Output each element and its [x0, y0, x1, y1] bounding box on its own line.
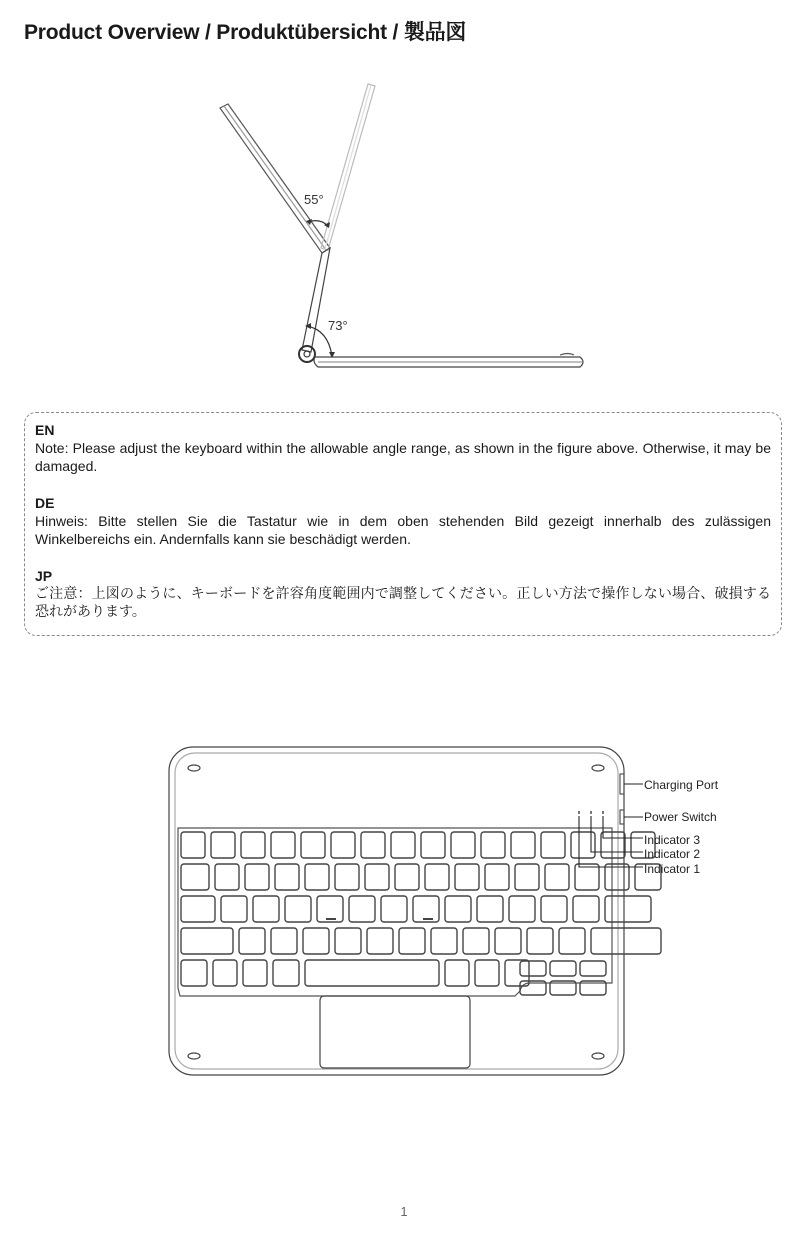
page-title: Product Overview / Produktübersicht / 製品図: [24, 21, 467, 44]
notes-box: [24, 412, 782, 636]
key: [273, 960, 299, 986]
key: [335, 864, 359, 890]
key: [215, 864, 239, 890]
angle-73-label: 73°: [328, 318, 348, 333]
key: [395, 864, 419, 890]
key: [451, 832, 475, 858]
key: [463, 928, 489, 954]
angle-55-label: 55°: [304, 192, 324, 207]
key: [239, 928, 265, 954]
key: [271, 832, 295, 858]
touchpad: [320, 996, 470, 1068]
key: [303, 928, 329, 954]
key: [511, 832, 535, 858]
key: [391, 832, 415, 858]
key: [573, 896, 599, 922]
key: [285, 896, 311, 922]
note-jp-text: ご注意：上図のように、キーボードを許容角度範囲内で調整してください。正しい方法で操作しない場合、破損する恐れがあります。: [35, 586, 771, 620]
key: [253, 896, 279, 922]
key: [541, 896, 567, 922]
key: [605, 864, 629, 890]
key: [365, 864, 389, 890]
key: [221, 896, 247, 922]
key: [431, 928, 457, 954]
key: [305, 960, 439, 986]
arrow-key: [520, 961, 546, 976]
key: [601, 832, 625, 858]
key: [515, 864, 539, 890]
note-jp-label: JP: [35, 568, 53, 584]
arrow-key: [550, 961, 576, 976]
keyboard-diagram: [160, 738, 740, 1088]
key: [455, 864, 479, 890]
key: [527, 928, 553, 954]
key: [181, 864, 209, 890]
key: [425, 864, 449, 890]
key: [481, 832, 505, 858]
key: [271, 928, 297, 954]
page-number: 1: [400, 1204, 408, 1219]
charging-port-label: Charging Port: [644, 778, 719, 792]
indicator-3-label: Indicator 3: [644, 833, 701, 847]
note-en-label: EN: [35, 422, 55, 438]
key: [381, 896, 407, 922]
note-jp: [35, 567, 771, 621]
key: [505, 960, 529, 986]
key: [559, 928, 585, 954]
note-de: [35, 494, 771, 548]
key: [213, 960, 237, 986]
key: [421, 832, 445, 858]
key: [331, 832, 355, 858]
key: [545, 864, 569, 890]
key: [305, 864, 329, 890]
key: [275, 864, 299, 890]
key: [181, 832, 205, 858]
key: [243, 960, 267, 986]
key: [495, 928, 521, 954]
key: [241, 832, 265, 858]
angle-diagram: [200, 70, 620, 380]
key: [301, 832, 325, 858]
key: [245, 864, 269, 890]
keyboard-body: [169, 747, 624, 1075]
key: [445, 960, 469, 986]
key: [211, 832, 235, 858]
key: [475, 960, 499, 986]
indicator-1-label: Indicator 1: [644, 862, 701, 876]
key: [485, 864, 509, 890]
key: [367, 928, 393, 954]
key: [361, 832, 385, 858]
note-de-text: Hinweis: Bitte stellen Sie die Tastatur wie in dem oben stehenden Bild gezeigt innerhalb des zulässigen Winkelbereichs ein. Andernfalls kann sie beschädigt werden.: [35, 513, 771, 547]
key: [477, 896, 503, 922]
note-en: [35, 421, 771, 475]
note-en-text: Note: Please adjust the keyboard within the allowable angle range, as shown in the figure above. Otherwise, it may be damaged.: [35, 440, 771, 474]
key: [181, 960, 207, 986]
indicator-2-label: Indicator 2: [644, 847, 701, 861]
note-de-label: DE: [35, 495, 55, 511]
key: [541, 832, 565, 858]
key: [399, 928, 425, 954]
key: [575, 864, 599, 890]
power-switch-label: Power Switch: [644, 810, 717, 824]
key: [181, 928, 233, 954]
key: [349, 896, 375, 922]
key: [335, 928, 361, 954]
arrow-key: [580, 961, 606, 976]
key: [445, 896, 471, 922]
key: [181, 896, 215, 922]
key: [591, 928, 661, 954]
key: [509, 896, 535, 922]
